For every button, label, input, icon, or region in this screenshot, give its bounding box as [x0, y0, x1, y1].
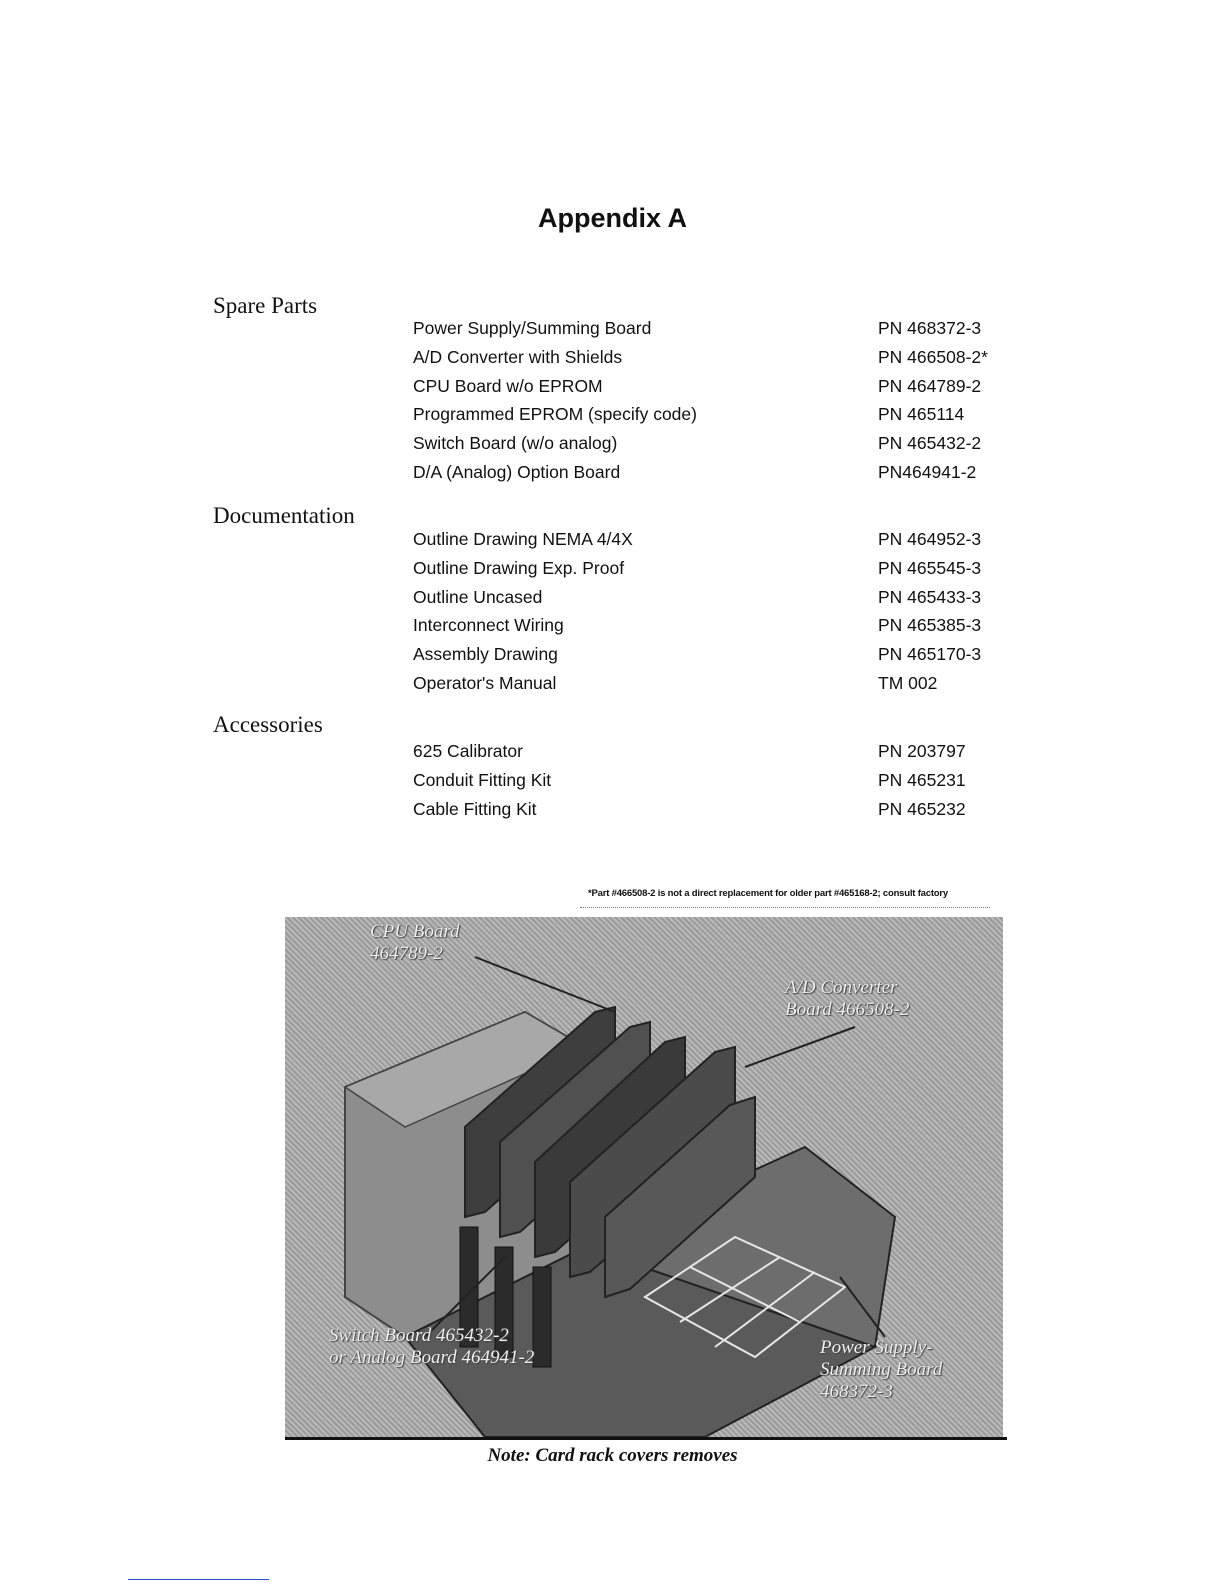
section-label-accessories: Accessories — [213, 712, 323, 737]
photo-border — [285, 1437, 1007, 1440]
card-rack-photo — [285, 917, 1003, 1437]
list-item — [413, 669, 1013, 698]
item-part-number: PN 465433-3 — [878, 586, 982, 607]
list-item — [413, 640, 1013, 669]
item-name: Operator's Manual — [413, 672, 557, 693]
item-name: Outline Drawing Exp. Proof — [413, 557, 625, 578]
item-part-number: TM 002 — [878, 672, 938, 693]
item-name: Assembly Drawing — [413, 644, 558, 665]
item-name: Switch Board (w/o analog) — [413, 433, 618, 454]
footnote-divider — [580, 907, 990, 909]
list-item — [413, 314, 1013, 343]
spare-parts-list — [413, 314, 1013, 487]
list-item — [413, 372, 1013, 401]
section-label-spare-parts: Spare Parts — [213, 293, 318, 318]
item-part-number: PN 203797 — [878, 741, 966, 761]
item-part-number: PN 464789-2 — [878, 375, 982, 396]
item-part-number: PN 465432-2 — [878, 433, 982, 454]
item-name: Interconnect Wiring — [413, 615, 564, 636]
list-item — [413, 737, 1013, 766]
photo-caption: Note: Card rack covers removes — [487, 1445, 738, 1466]
list-item — [413, 795, 1013, 824]
list-item — [413, 611, 1013, 640]
list-item — [413, 554, 1013, 583]
callout-ad-converter: A/D Converter Board 466508-2 — [785, 977, 910, 1020]
item-part-number: PN 465545-3 — [878, 557, 982, 578]
item-name: Programmed EPROM (specify code) — [413, 404, 697, 425]
item-part-number: PN 465114 — [878, 404, 965, 425]
item-part-number: PN 465232 — [878, 798, 966, 819]
list-item — [413, 458, 1013, 487]
item-part-number: PN 464952-3 — [878, 529, 982, 549]
documentation-list — [413, 525, 1013, 698]
callout-power-supply: Power Supply- Summing Board 468372-3 — [820, 1337, 943, 1402]
item-part-number: PN464941-2 — [878, 461, 977, 482]
list-item — [413, 583, 1013, 612]
item-part-number: PN 465385-3 — [878, 615, 982, 636]
bottom-link-underline — [128, 1579, 269, 1580]
list-item — [413, 766, 1013, 795]
page-title: Appendix A — [537, 203, 687, 233]
item-name: A/D Converter with Shields — [413, 346, 623, 367]
item-name: Outline Drawing NEMA 4/4X — [413, 529, 633, 549]
item-name: Outline Uncased — [413, 586, 543, 607]
list-item — [413, 525, 1013, 554]
item-name: Power Supply/Summing Board — [413, 318, 652, 338]
footnote: *Part #466508-2 is not a direct replacement for older part #465168-2; consult factory — [588, 888, 948, 899]
item-part-number: PN 466508-2* — [878, 346, 988, 367]
item-name: 625 Calibrator — [413, 741, 523, 761]
item-part-number: PN 465170-3 — [878, 644, 982, 665]
item-name: CPU Board w/o EPROM — [413, 375, 603, 396]
item-part-number: PN 468372-3 — [878, 318, 982, 338]
list-item — [413, 400, 1013, 429]
item-part-number: PN 465231 — [878, 769, 966, 790]
section-label-documentation: Documentation — [213, 503, 355, 528]
item-name: Cable Fitting Kit — [413, 798, 537, 819]
accessories-list — [413, 737, 1013, 823]
callout-cpu-board: CPU Board 464789-2 — [370, 921, 460, 964]
item-name: D/A (Analog) Option Board — [413, 461, 621, 482]
list-item — [413, 429, 1013, 458]
callout-switch-board: Switch Board 465432-2 or Analog Board 464941-2 — [329, 1325, 535, 1368]
item-name: Conduit Fitting Kit — [413, 769, 552, 790]
list-item — [413, 343, 1013, 372]
